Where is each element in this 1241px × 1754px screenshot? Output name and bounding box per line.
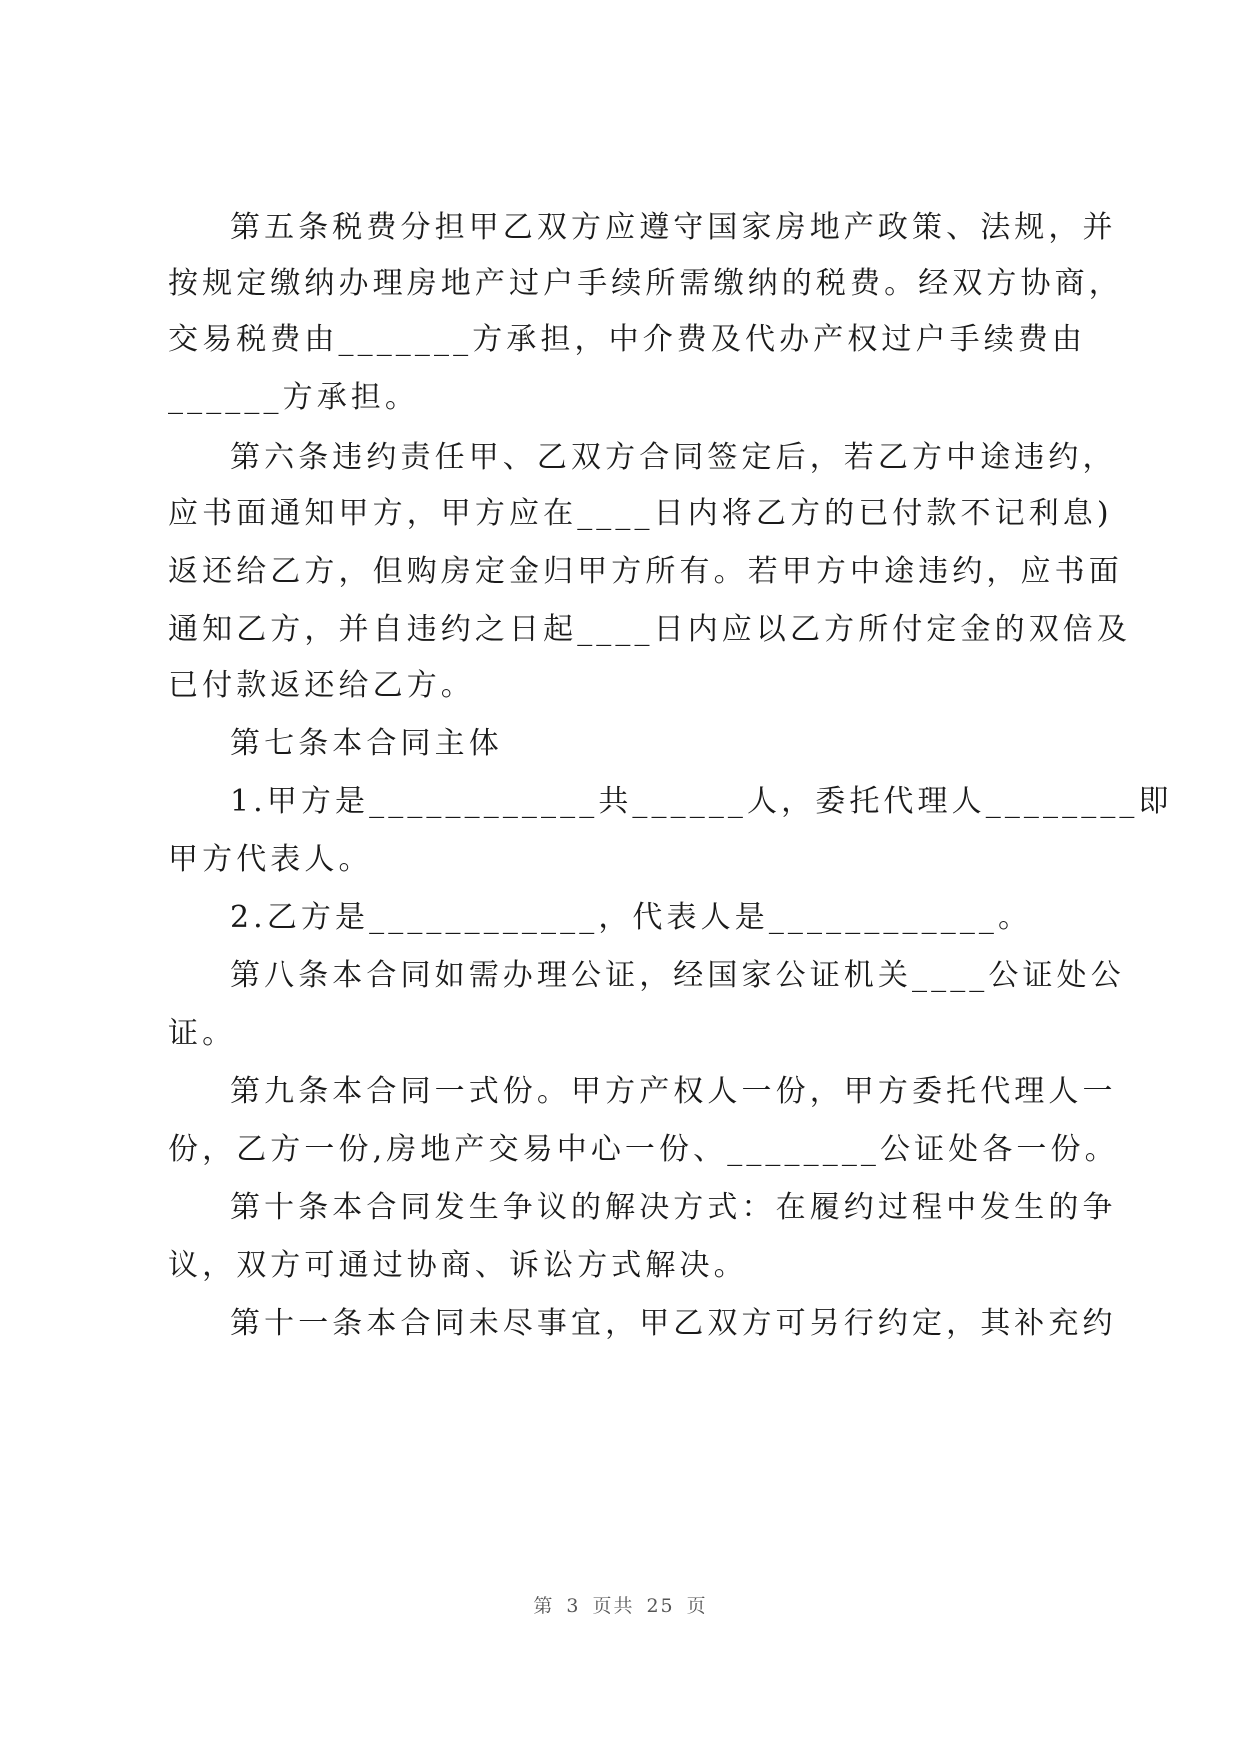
text-line: 应书面通知甲方，甲方应在____日内将乙方的已付款不记利息) (168, 496, 1113, 531)
text-line: 证。 (168, 1016, 237, 1051)
text-line: 第八条本合同如需办理公证，经国家公证机关____公证处公 (230, 958, 1125, 993)
section-heading: 第七条本合同主体 (230, 726, 503, 761)
text-line: 第十条本合同发生争议的解决方式：在履约过程中发生的争 (230, 1190, 1117, 1225)
footer-page-number: 3 (566, 1595, 581, 1617)
text-line: 返还给乙方，但购房定金归甲方所有。若甲方中途违约，应书面 (168, 554, 1123, 589)
text-line: 2.乙方是____________，代表人是____________。 (230, 900, 1033, 935)
footer-prefix: 第 (533, 1595, 555, 1617)
text-line: 已付款返还给乙方。 (168, 668, 475, 703)
text-line: 份，乙方一份,房地产交易中心一份、________公证处各一份。 (168, 1132, 1119, 1167)
text-line: 第六条违约责任甲、乙双方合同签定后，若乙方中途违约， (230, 440, 1117, 475)
text-line: 第九条本合同一式份。甲方产权人一份，甲方委托代理人一 (230, 1074, 1117, 1109)
text-line: 第五条税费分担甲乙双方应遵守国家房地产政策、法规，并 (230, 210, 1117, 245)
text-line: 按规定缴纳办理房地产过户手续所需缴纳的税费。经双方协商， (168, 266, 1123, 301)
text-line: 1.甲方是____________共______人，委托代理人________即 (230, 784, 1173, 819)
footer-suffix: 页 (686, 1595, 708, 1617)
text-line: 通知乙方，并自违约之日起____日内应以乙方所付定金的双倍及 (168, 612, 1131, 647)
text-line: 甲方代表人。 (168, 842, 373, 877)
footer-middle: 页共 (592, 1595, 635, 1617)
page-number-footer (0, 1592, 1241, 1620)
text-line: 议，双方可通过协商、诉讼方式解决。 (168, 1248, 748, 1283)
text-line: ______方承担。 (168, 380, 419, 415)
footer-total-pages: 25 (646, 1595, 675, 1617)
text-line: 交易税费由_______方承担，中介费及代办产权过户手续费由 (168, 322, 1086, 357)
text-line: 第十一条本合同未尽事宜，甲乙双方可另行约定，其补充约 (230, 1306, 1117, 1341)
